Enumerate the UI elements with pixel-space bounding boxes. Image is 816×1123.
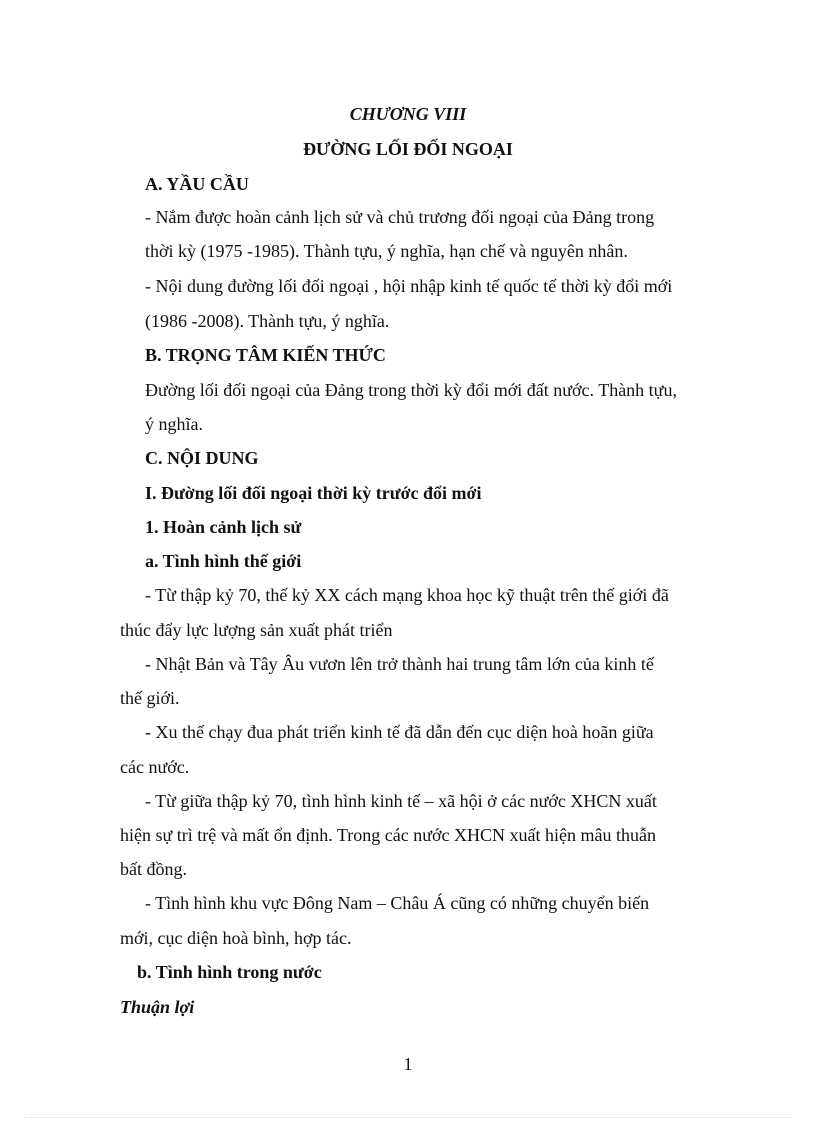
body-line: - Nhật Bản và Tây Âu vươn lên trở thành hai trung tâm lớn của kinh tế: [145, 654, 654, 674]
section-b-line: ý nghĩa.: [145, 414, 203, 434]
subheading-world: a. Tình hình thế giới: [145, 551, 302, 571]
body-line: các nước.: [120, 757, 190, 777]
body-line: thế giới.: [120, 688, 180, 708]
body-line: - Tình hình khu vực Đông Nam – Châu Á cũng có những chuyển biến: [145, 893, 650, 913]
subheading-part-1: I. Đường lối đối ngoại thời kỳ trước đổi mới: [145, 483, 482, 503]
body-line: - Xu thế chạy đua phát triển kinh tế đã dẫn đến cục diện hoà hoãn giữa: [145, 722, 654, 742]
section-b-heading: B. TRỌNG TÂM KIẾN THỨC: [145, 345, 386, 365]
body-line: hiện sự trì trệ và mất ổn định. Trong các nước XHCN xuất hiện mâu thuẫn: [120, 825, 656, 845]
body-line: - Từ giữa thập kỷ 70, tình hình kinh tế – xã hội ở các nước XHCN xuất: [145, 791, 657, 811]
body-line: bất đồng.: [120, 859, 187, 879]
section-a-heading: A. YẦU CẦU: [145, 174, 249, 194]
section-a-line: thời kỳ (1975 -1985). Thành tựu, ý nghĩa, hạn chế và nguyên nhân.: [145, 241, 628, 261]
chapter-label: CHƯƠNG VIII: [349, 104, 467, 124]
body-line: - Từ thập kỷ 70, thế kỷ XX cách mạng khoa học kỹ thuật trên thế giới đã: [145, 585, 669, 605]
section-a-line: (1986 -2008). Thành tựu, ý nghĩa.: [145, 311, 390, 331]
body-line: thúc đẩy lực lượng sản xuất phát triển: [120, 620, 393, 640]
section-c-heading: C. NỘI DUNG: [145, 448, 259, 468]
section-a-line: - Nội dung đường lối đối ngoại , hội nhập kinh tế quốc tế thời kỳ đổi mới: [145, 276, 673, 296]
body-line: mới, cục diện hoà bình, hợp tác.: [120, 928, 352, 948]
section-a-line: - Nắm được hoàn cảnh lịch sử và chủ trương đối ngoại của Đảng trong: [145, 207, 655, 227]
page-edge-divider: [24, 1117, 792, 1118]
subheading-advantages: Thuận lợi: [120, 997, 195, 1017]
subheading-domestic: b. Tình hình trong nước: [137, 962, 322, 982]
section-b-line: Đường lối đối ngoại của Đảng trong thời kỳ đổi mới đất nước. Thành tựu,: [145, 380, 677, 400]
subheading-context: 1. Hoàn cảnh lịch sử: [145, 517, 302, 537]
chapter-title: ĐƯỜNG LỐI ĐỐI NGOẠI: [303, 139, 513, 159]
page-number: 1: [403, 1054, 413, 1074]
